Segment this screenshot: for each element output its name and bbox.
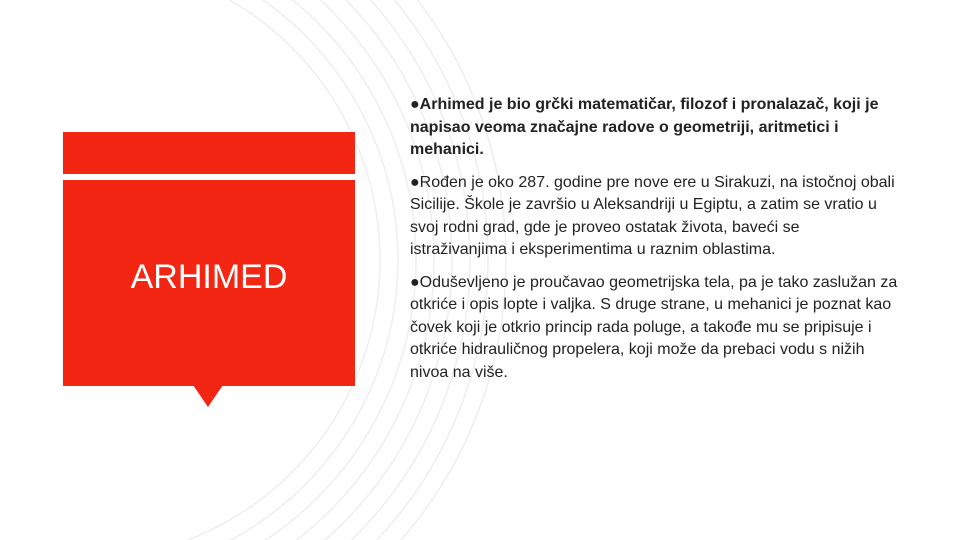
slide-title: ARHIMED [130, 258, 288, 296]
paragraph-2: ●Rođen je oko 287. godine pre nove ere u Sirakuzi, na istočnoj obali Sicilije. Škole je završio u Aleksandriji u Egiptu, a zatim se vratio u svoj rodni grad, gde je proveo ostatak života, baveći se istraživanjima i eksperimentima u raznim oblastima. [410, 173, 895, 258]
accent-strip [63, 132, 355, 174]
paragraph-1: ●Arhimed je bio grčki matematičar, filozof i pronalazač, koji je napisao veoma značajne radove o geometriji, aritmetici i mehanici. [410, 96, 879, 158]
paragraph-3: ●Oduševljeno je proučavao geometrijska tela, pa je tako zaslužan za otkriće i opis lopte i valjka. S druge strane, u mehanici je poznat kao čovek koji je otkrio princip rada poluge, a takođe mu se pripisuje i otkriće hidrauličnog propelera, koji može da prebaci vodu s nižih nivoa na više. [410, 273, 898, 381]
panel-pointer [193, 385, 223, 407]
slide-body [410, 94, 900, 394]
